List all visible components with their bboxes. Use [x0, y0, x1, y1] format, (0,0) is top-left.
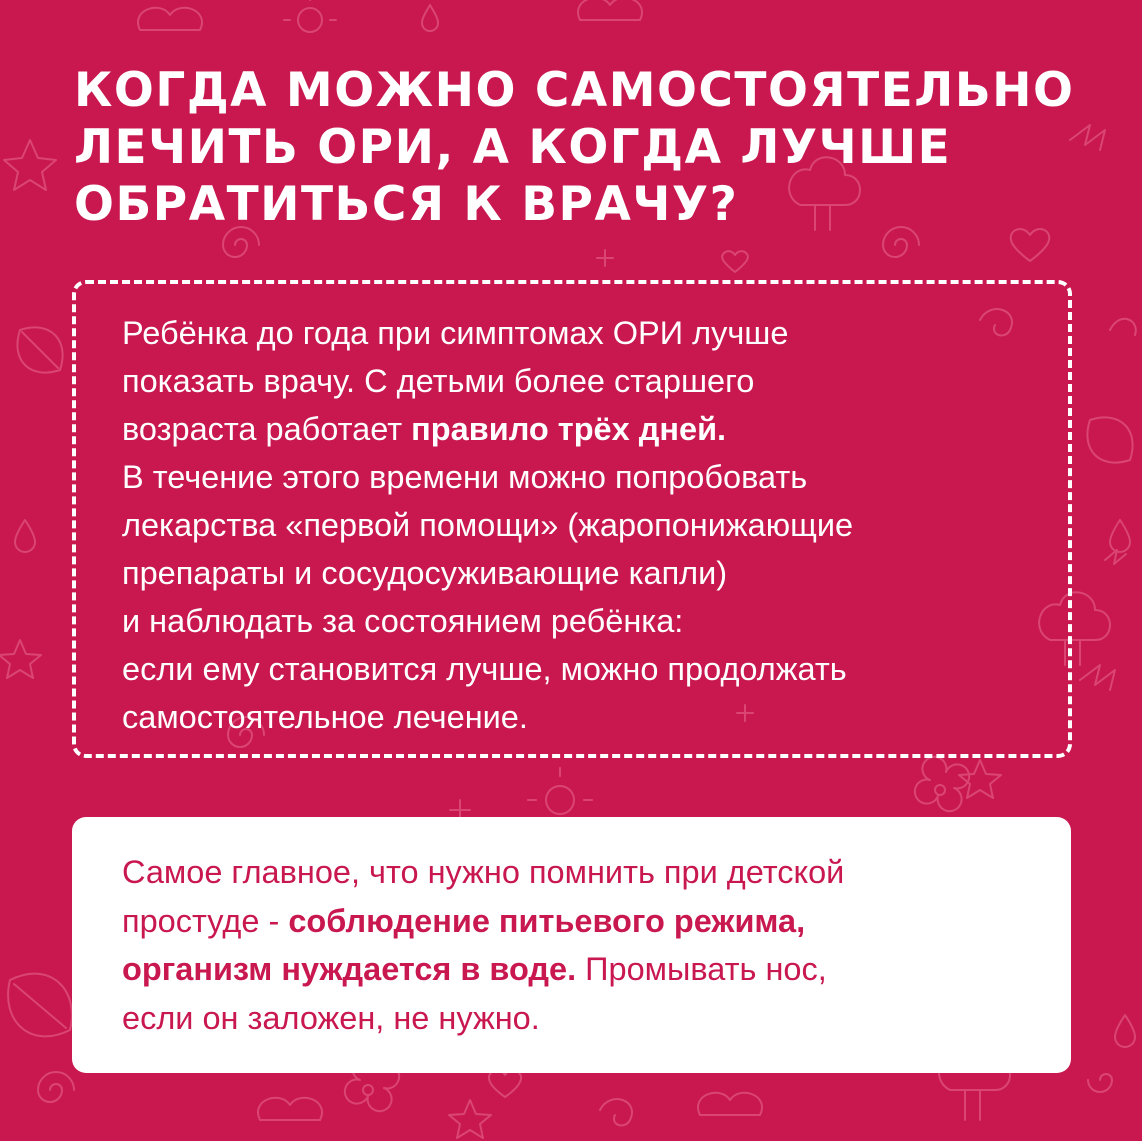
tip-line: если он заложен, не нужно. [122, 999, 540, 1036]
water-need-highlight: организм нуждается в воде. [122, 951, 577, 987]
info-line [122, 405, 1062, 453]
tip-text: простуде - [122, 902, 289, 939]
info-line: лекарства «первой помощи» (жаропонижающие [122, 507, 854, 543]
info-line: препараты и сосудосуживающие капли) [122, 555, 728, 591]
info-line: самостоятельное лечение. [122, 699, 528, 735]
info-box-text [122, 309, 1062, 741]
tip-text: Промывать нос, [576, 951, 827, 987]
page-title [74, 62, 1104, 233]
info-line: показать врачу. С детьми более старшего [122, 363, 755, 399]
tip-line [122, 897, 1052, 946]
drinking-regime-highlight: соблюдение питьевого режима, [288, 902, 806, 939]
title-line: КОГДА МОЖНО САМОСТОЯТЕЛЬНО [74, 63, 1075, 118]
info-line: и наблюдать за состоянием ребёнка: [122, 603, 684, 639]
three-day-rule-highlight: правило трёх дней. [411, 411, 727, 447]
tip-card-text [122, 848, 1052, 1042]
title-line: ОБРАТИТЬСЯ К ВРАЧУ? [74, 177, 739, 232]
title-line: ЛЕЧИТЬ ОРИ, А КОГДА ЛУЧШЕ [74, 120, 952, 175]
info-line: В течение этого времени можно попробовать [122, 459, 808, 495]
info-line: если ему становится лучше, можно продолжать [122, 651, 847, 687]
info-line: Ребёнка до года при симптомах ОРИ лучше [122, 315, 789, 351]
tip-line [122, 945, 1052, 994]
info-text: возраста работает [122, 411, 412, 447]
tip-line: Самое главное, что нужно помнить при детской [122, 854, 845, 890]
